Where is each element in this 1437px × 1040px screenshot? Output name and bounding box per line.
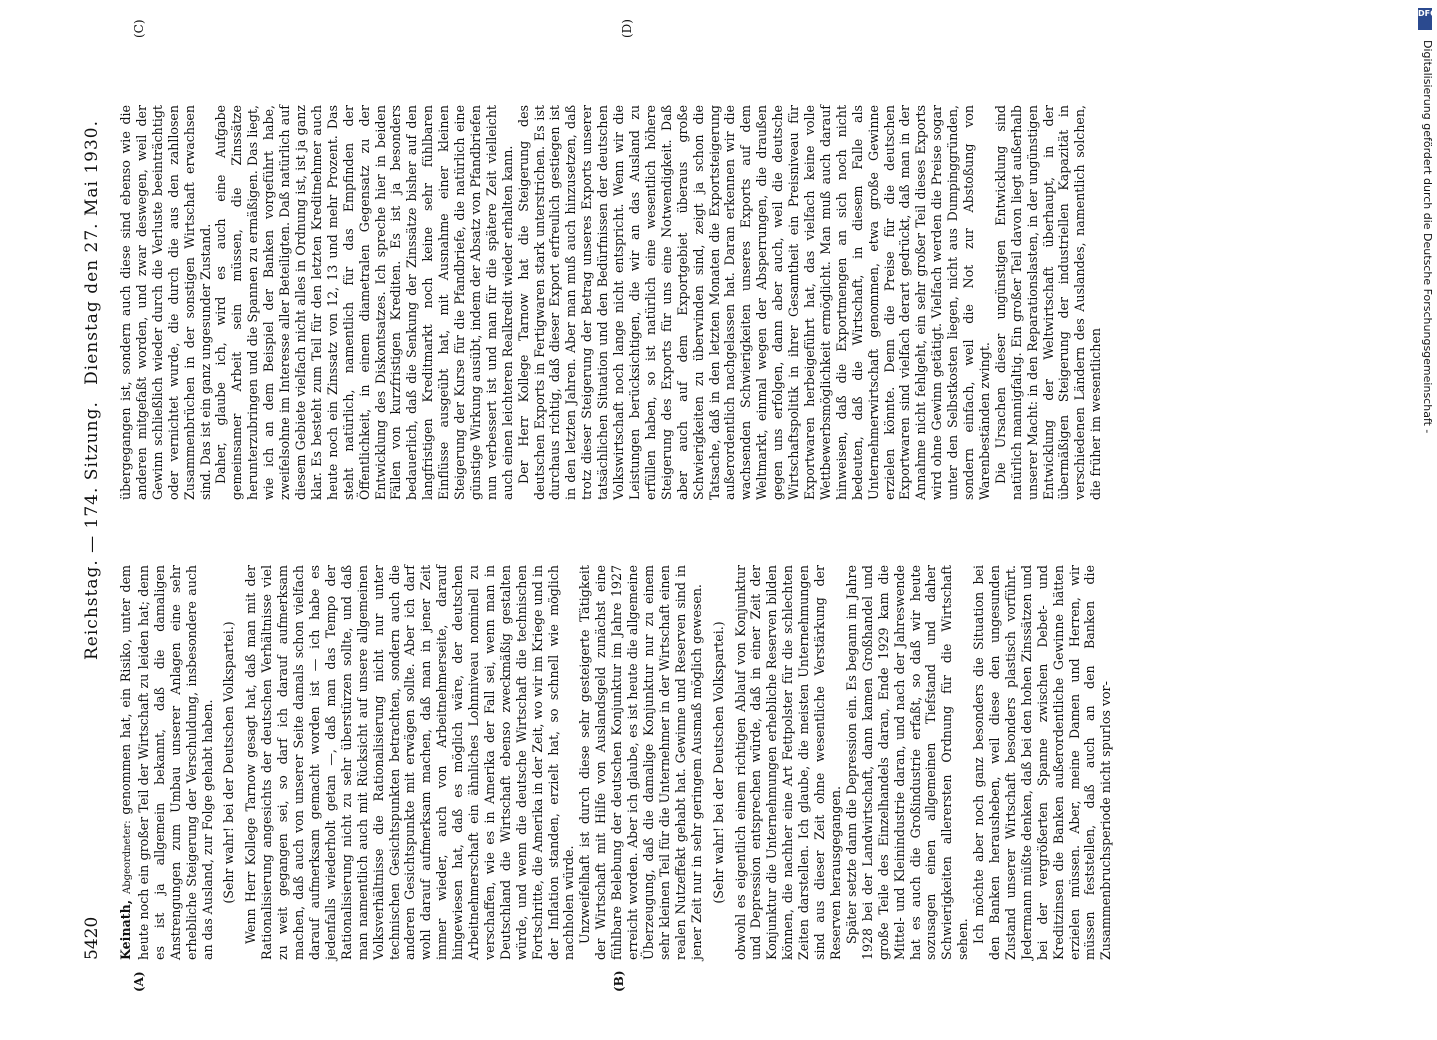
paragraph: Unzweifelhaft ist durch diese sehr gesteigerte Tätigkeit der Wirtschaft mit Hilfe von Auslandsgeld zunächst eine fühlbare Belebung der deutschen Konjunktur im Jahre 1927 erreicht worden. Aber ich glaube, es ist heute die allgemeine Überzeugung, daß die damalige Konjunktur nur zu einem sehr kleinen Teil für die Unternehmer in der Wirtschaft einen realen Nutzeffekt gehabt hat. Gewinne und Reserven sind in jener Zeit nur in sehr geringem Ausmaß möglich gewesen. [577, 565, 704, 960]
speaker-name: Keinath, [118, 899, 133, 960]
right-column [118, 105, 1104, 500]
header-session: Reichstag. — 174. Sitzung. [82, 401, 102, 660]
paragraph: obwohl es eigentlich einem richtigen Ablauf von Konjunktur und Depression entsprechen würde, daß in einer Zeit der Konjunktur die Unternehmungen erhebliche Reserven bilden können, die nachher eine Art Fettpolster für die schlechten Zeiten darstellen. Ich glaube, die meisten Unternehmungen sind aus dieser Zeit ohne wesentliche Verstärkung der Reserven herausgegangen. [732, 565, 843, 960]
funding-notice-strip [1412, 0, 1434, 1000]
speaker-role: Abgeordneter: [122, 820, 133, 895]
paragraph: Später setzte dann die Depression ein. Es begann im Jahre 1928 bei der Landwirtschaft, dann kamen Großhandel und große Teile des Einzelhandels daran, Ende 1929 kam die Mittel- und Kleinindustrie daran, und nach der Jahreswende hat es auch die Großindustrie erfaßt, so daß wir heute sozusagen einen allgemeinen Tiefstand und daher Schwierigkeiten allerersten Ordnung für die Wirtschaft sehen. [843, 565, 971, 960]
running-header [82, 40, 116, 960]
header-date: Dienstag den 27. Mai 1930. [82, 120, 102, 385]
page-number: 5420 [82, 916, 102, 960]
paragraph: Daher, glaube ich, wird es auch eine Aufgabe gemeinsamer Arbeit sein müssen, die Zinssätze herunterzubringen und die Spannen zu ermäßigen. Das liegt, wie ich an dem Beispiel der Banken vorgeführt habe, zweifelsohne im Interesse aller Beteiligten. Daß natürlich auf diesem Gebiete vielfach nicht alles in Ordnung ist, ist ja ganz klar. Es besteht zum Teil für den letzten Kreditnehmer auch heute noch ein Zinssatz von 12, 13 und mehr Prozent. Das steht natürlich, namentlich für das Empfinden der Öffentlichkeit, in einem diametralen Gegensatz zu der Entwicklung des Diskontsatzes. Ich spreche hier in beiden Fällen von kurzfristigen Krediten. Es ist ja besonders bedauerlich, daß die Senkung der Zinssätze bisher auf den langfristigen Kreditmarkt noch keine sehr fühlbaren Einflüsse ausgeübt hat, mit Ausnahme einer kleinen Steigerung der Kurse für die Pfandbriefe, die natürlich eine günstige Wirkung ausübt, indem der Absatz von Pfandbriefen nun verbessert ist und man für die spätere Zeit vielleicht auch einen leichteren Realkredit wieder erhalten kann. [213, 105, 515, 500]
paragraph [118, 565, 215, 960]
dfg-logo: DFG [1418, 8, 1432, 30]
funding-notice-text: Digitalisierung gefördert durch die Deutsche Forschungsgemeinschaft - [1421, 40, 1434, 434]
interjection: (Sehr wahr! bei der Deutschen Volkspartei.) [710, 621, 726, 904]
margin-mark-b: (B) [612, 970, 626, 992]
paragraph: übergegangen ist, sondern auch diese sind ebenso wie die anderen mitgefaßt worden, und zwar deswegen, weil der Gewinn schließlich wieder durch die Verluste beeinträchtigt oder vernichtet wurde, die durch die aus den zahllosen Zusammenbrüchen in der sonstigen Wirtschaft erwachsen sind. Das ist ein ganz ungesunder Zustand. [118, 105, 213, 500]
paragraph: Ich möchte aber noch ganz besonders die Situation bei den Banken herausheben, weil diese den ungesunden Zustand unserer Wirtschaft besonders plastisch vorführt. Jedermann müßte denken, daß bei den hohen Zinssätzen und bei der vergrößerten Spanne zwischen Debet- und Kreditzinsen die Banken außerordentliche Gewinne hätten erzielen müssen. Aber, meine Damen und Herren, wir müssen feststellen, daß auch an den Banken die Zusammenbruchsperiode nicht spurlos vor- [971, 565, 1114, 960]
margin-mark-c: (C) [132, 19, 146, 38]
paragraph: Die Ursachen dieser ungünstigen Entwicklung sind natürlich mannigfaltig. Ein großer Teil davon liegt außerhalb unserer Macht: in den Reparationslasten, in der ungünstigen Entwicklung der Weltwirtschaft überhaupt, in der übermäßigen Steigerung der industriellen Kapazität in verschiedenen Ländern des Auslandes, namentlich solchen, die früher im wesentlichen [992, 105, 1104, 500]
paragraph: Der Herr Kollege Tarnow hat die Steigerung des deutschen Exports in Fertigwaren stark unterstrichen. Es ist durchaus richtig, daß dieser Export erfreulich gestiegen ist in den letzten Jahren. Aber man muß auch hinzusetzen, daß trotz dieser Steigerung der Betrag unseres Exports unserer tatsächlichen Situation und den Bedürfnissen der deutschen Volkswirtschaft noch lange nicht entspricht. Wenn wir die Leistungen berücksichtigen, die wir an das Ausland zu erfüllen haben, so ist natürlich eine wesentlich höhere Steigerung des Exports für uns eine Notwendigkeit. Daß aber auch auf dem Exportgebiet überaus große Schwierigkeiten zu überwinden sind, zeigt ja schon die Tatsache, daß in den letzten Monaten die Exportsteigerung außerordentlich nachgelassen hat. Daran erkennen wir die wachsenden Schwierigkeiten unseres Exports auf dem Weltmarkt, einmal wegen der Absperrungen, die draußen gegen uns erfolgen, dann aber auch, weil die deutsche Wirtschaftspolitik in ihrer Gesamtheit ein Preisniveau für Exportwaren herbeigeführt hat, das vielfach keine volle Wettbewerbsmöglichkeit ermöglicht. Man muß auch darauf hinweisen, daß die Exportmengen an sich noch nicht bedeuten, daß die Wirtschaft, in diesem Falle als Unternehmerwirtschaft genommen, etwa große Gewinne erzielen könnte. Denn die Preise für die deutschen Exportwaren sind vielfach derart gedrückt, daß man in der Annahme nicht fehlgeht, ein sehr großer Teil dieses Exports wird ohne Gewinn getätigt. Vielfach werden die Preise sogar unter den Selbstkosten liegen, nicht aus Dumpinggründen, sondern einfach, weil die Not zur Abstoßung von Warenbeständen zwingt. [515, 105, 992, 500]
interjection: (Sehr wahr! bei der Deutschen Volkspartei.) [221, 621, 237, 904]
paragraph: Wenn Herr Kollege Tarnow gesagt hat, daß man mit der Rationalisierung angesichts der deutschen Verhältnisse viel zu weit gegangen sei, so darf ich darauf aufmerksam machen, daß auch von unserer Seite damals schon vielfach darauf aufmerksam gemacht worden ist — ich habe es jedenfalls wiederholt getan —, daß man das Tempo der Rationalisierung nicht zu sehr überstürzen sollte, und daß man namentlich auch mit Rücksicht auf unsere allgemeinen Volksverhältnisse die Rationalisierung nicht nur unter technischen Gesichtspunkten betrachten, sondern auch die anderen Gesichtspunkte mit erwägen sollte. Aber ich darf wohl darauf aufmerksam machen, daß man in jener Zeit immer wieder, auch von Arbeitnehmerseite, darauf hingewiesen hat, daß es möglich wäre, der deutschen Arbeitnehmerschaft ein ähnliches Lohnniveau nominell zu verschaffen, wie es in Amerika der Fall sei, wenn man in Deutschland die Wirtschaft ebenso zweckmäßig gestalten würde, und wenn die deutsche Wirtschaft die technischen Fortschritte, die Amerika in der Zeit, wo wir im Kriege und in der Inflation standen, erzielt hat, so schnell wie möglich nachholen würde. [243, 565, 577, 960]
left-column [118, 565, 1114, 960]
margin-mark-a: (A) [132, 971, 146, 992]
margin-mark-d: (D) [620, 19, 634, 38]
paragraph-text: genommen hat, ein Risiko, unter dem heute noch ein großer Teil der Wirtschaft zu leiden hat; denn es ist ja allgemein bekannt, daß die damaligen Anstrengungen zum Umbau unserer Anlagen eine sehr erhebliche Steigerung der Verschuldung, insbesondere auch an das Ausland, zur Folge gehabt haben. [118, 565, 215, 960]
